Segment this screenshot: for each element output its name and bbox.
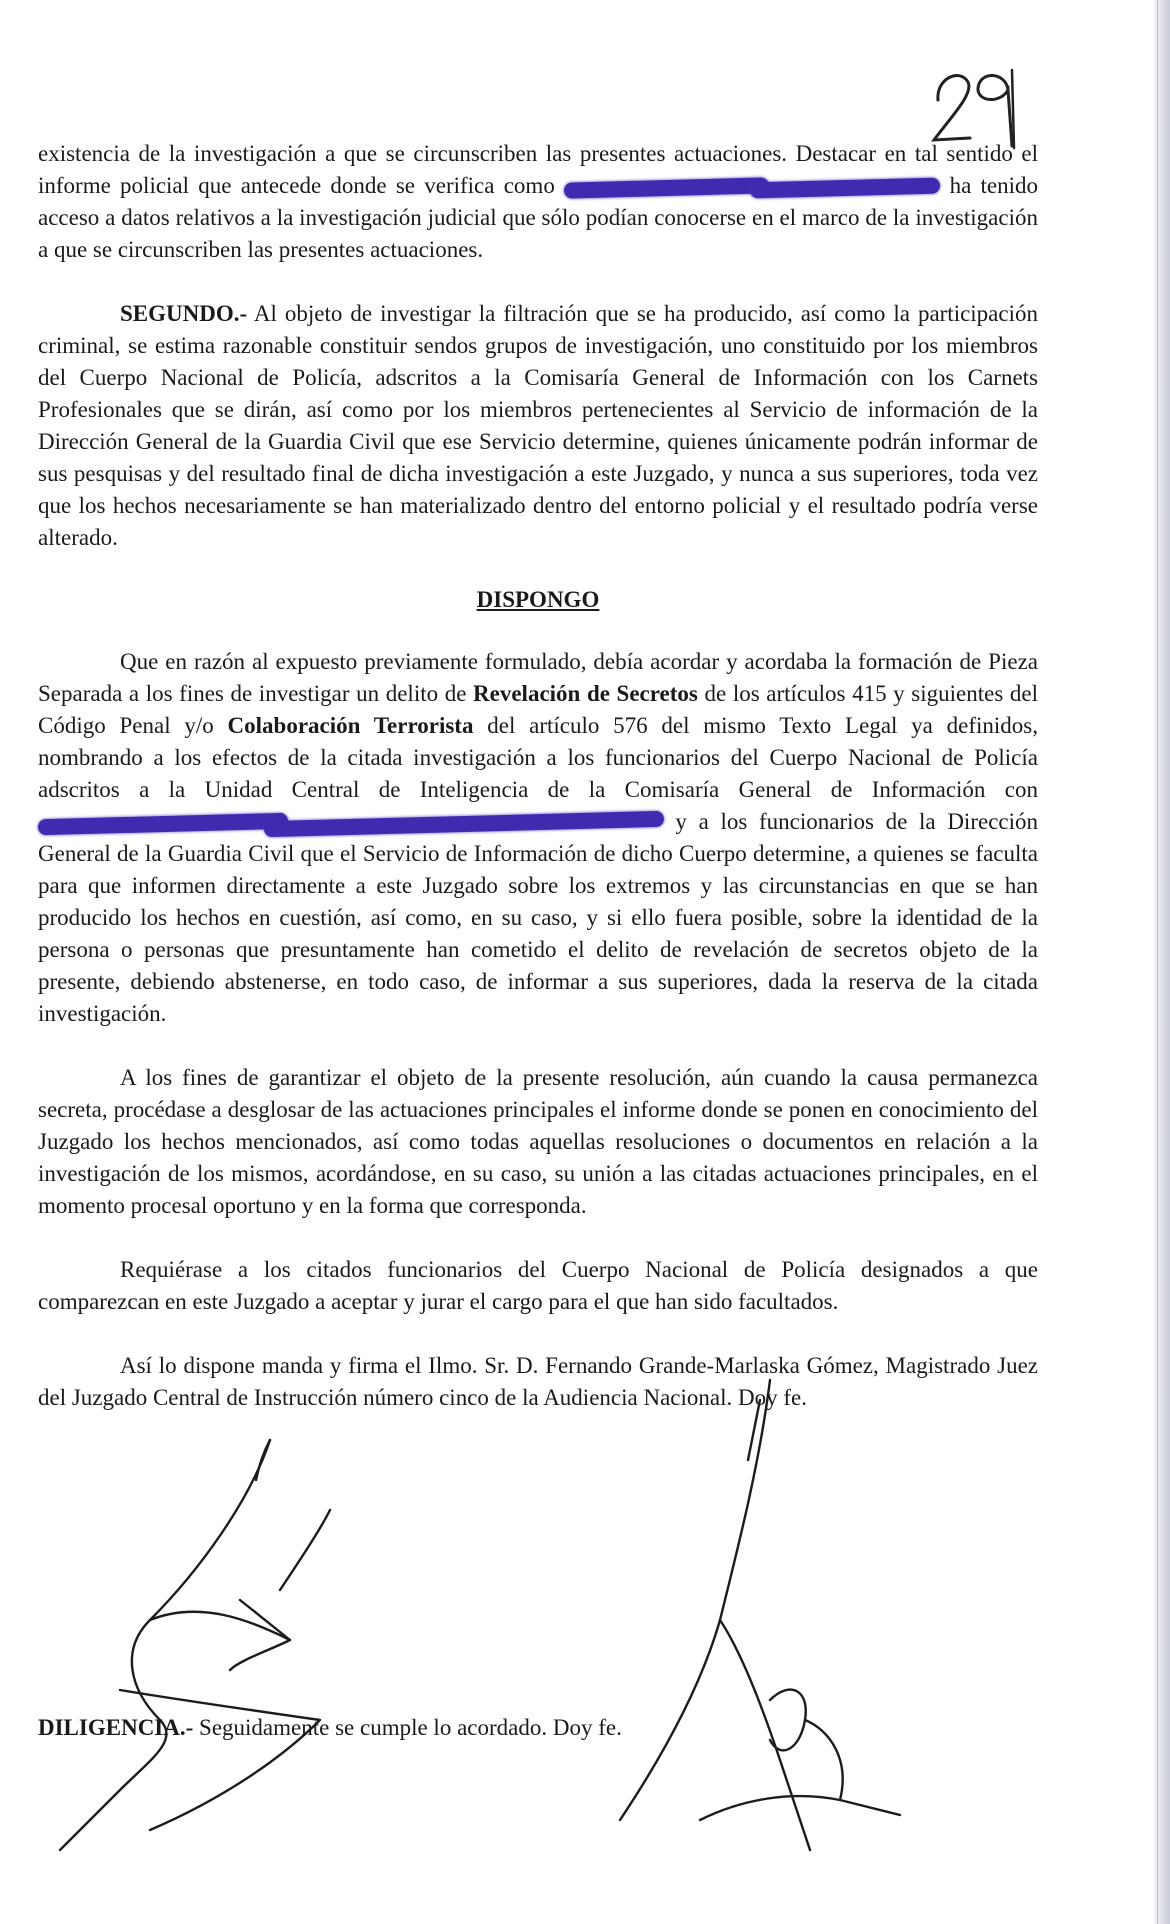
dispongo-text-4: y a los funcionarios de la Dirección General de la Guardia Civil que el Servicio de Información de dicho Cuerpo determine, a quienes se faculta para que informen directamente a este Juzgado sobre los extremos y las circunstancias en que se han producido los hechos en cuestión, así como, en su caso, y si ello fuera posible, sobre la identidad de la persona o personas que presuntamente han cometido el delito de revelación de secretos objeto de la presente, debiendo abstenerse, en todo caso, de informar a sus superiores, dada la reserva de la citada investigación. [38,809,1038,1026]
paragraph-requierase: Requiérase a los citados funcionarios del Cuerpo Nacional de Policía designados a que comparezcan en este Juzgado a aceptar y jurar el cargo para el que han sido facultados. [38,1257,1038,1314]
redaction-mark [38,812,288,835]
dispongo-text-3: del artículo 576 del mismo Texto Legal ya definidos, nombrando a los efectos de la citada investigación a los funcionarios del Cuerpo Nacional de Policía adscritos a la Unidad Central de Inteligencia de la Comisaría General de Información con [38,713,1039,802]
paragraph-intro [38,138,1038,266]
diligencia-text: Seguidamente se cumple lo acordado. Doy fe. [199,1715,622,1740]
handwritten-page-number [920,60,1020,150]
paragraph-dispongo [38,646,1038,1030]
dispongo-text-1: Que en razón al expuesto previamente formulado, debía acordar y acordaba la formación de Pieza Separada a los fines de investigar un delito de [38,649,1038,706]
diligencia-label: DILIGENCIA.- [38,1715,194,1740]
signature-right [620,1380,900,1850]
paragraph-segundo [38,298,1038,554]
document-body [38,138,1038,1414]
paragraph-fines: A los fines de garantizar el objeto de la presente resolución, aún cuando la causa permanezca secreta, procédase a desglosar de las actuaciones principales el informe donde se ponen en conocimiento del Juzgado los hechos mencionados, así como todas aquellas resoluciones o documentos en relación a la investigación de los mismos, acordándose, en su caso, su unión a las citadas actuaciones principales, en el momento procesal oportuno y en la forma que corresponda. [38,1065,1038,1218]
signature-left [60,1440,330,1850]
dispongo-bold-crime-2: Colaboración Terrorista [227,713,474,738]
paragraph-asi: Así lo dispone manda y firma el Ilmo. Sr. D. Fernando Grande-Marlaska Gómez, Magistrado Juez del Juzgado Central de Instrucción número cinco de la Audiencia Nacional. Doy fe. [38,1353,1038,1410]
diligencia-line [38,1712,938,1744]
dispongo-text-2: de los artículos 415 y siguientes del Código Penal y/o [38,681,1038,738]
redaction-mark [564,177,769,198]
segundo-label: SEGUNDO.- [120,301,248,326]
intro-text-b: ha tenido acceso a datos relativos a la investigación judicial que sólo podían conocerse en el marco de la investigación a que se circunscriben las presentes actuaciones. [38,173,1039,262]
section-heading: DISPONGO [476,587,600,612]
redaction-mark [264,810,664,836]
redaction-mark [750,177,940,198]
intro-text-a: existencia de la investigación a que se circunscriben las presentes actuaciones. Destacar en tal sentido el informe policial que antecede donde se verifica como [38,141,1038,198]
page-edge-line [1157,0,1158,1924]
segundo-text: Al objeto de investigar la filtración que se ha producido, así como la participación criminal, se estima razonable constituir sendos grupos de investigación, uno constituido por los miembros del Cuerpo Nacional de Policía, adscritos a la Comisaría General de Información con los Carnets Profesionales que se dirán, así como por los miembros pertenecientes al Servicio de información de la Dirección General de la Guardia Civil que ese Servicio determine, quienes únicamente podrán informar de sus pesquisas y del resultado final de dicha investigación a este Juzgado, y nunca a sus superiores, toda vez que los hechos necesariamente se han materializado dentro del entorno policial y el resultado podría verse alterado. [38,301,1038,550]
dispongo-bold-crime-1: Revelación de Secretos [473,681,698,706]
